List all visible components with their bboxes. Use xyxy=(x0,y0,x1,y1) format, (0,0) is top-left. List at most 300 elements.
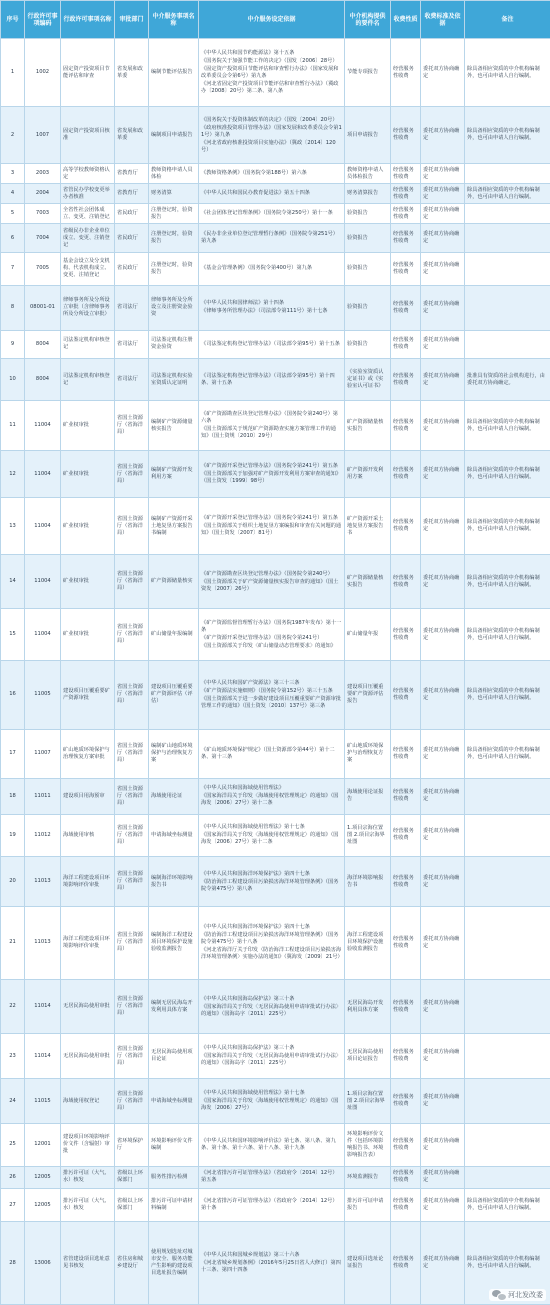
cell-no: 25 xyxy=(1,1124,25,1167)
cell-code: 12005 xyxy=(25,1189,61,1222)
basis-line: 《中华人民共和国海域使用管理法》 xyxy=(201,785,285,792)
cell-no: 20 xyxy=(1,857,25,907)
cell-remark xyxy=(465,164,550,184)
basis-line: 《国土资源部关于规范矿产资源勘查实施方案管理工作的通知》（国土资规〔2010〕29号） xyxy=(201,426,336,440)
basis-line: 《河北省排污许可证管理办法》（省政府令〔2014〕12号）第五条 xyxy=(201,1170,338,1184)
cell-fee-type: 经营服务性收费 xyxy=(391,980,421,1034)
cell-no: 16 xyxy=(1,661,25,729)
cell-dept: 省国土资源厅（省海洋局） xyxy=(115,1034,149,1079)
cell-remark xyxy=(465,779,550,814)
cell-remark: 除具备相应资质的中介机构编制外，也可由申请人自行编制。 xyxy=(465,498,550,555)
table-row xyxy=(1,330,550,358)
cell-fee-type: 经营服务性收费 xyxy=(391,1222,421,1305)
cell-fee-std: 委托双方协商确定 xyxy=(421,609,465,661)
cell-fee-std: 委托双方协商确定 xyxy=(421,1166,465,1188)
cell-fee-std: 委托双方协商确定 xyxy=(421,498,465,555)
cell-no: 22 xyxy=(1,980,25,1034)
basis-line: 《国家海洋局关于印发〈无居民海岛使用申请审批试行办法〉的通知》（国海岛字〔2011〕225号） xyxy=(201,1003,342,1017)
cell-basis xyxy=(199,164,345,184)
basis-line: 《中华人民共和国海域使用管理法》第十七条 xyxy=(201,1090,305,1097)
cell-fee-std: 委托双方协商确定 xyxy=(421,164,465,184)
cell-code: 11015 xyxy=(25,1079,61,1124)
cell-basis xyxy=(199,107,345,164)
basis-line: 《司法鉴定机构登记管理办法》（司法部令第95号）第十五条 xyxy=(201,340,340,347)
cell-dept: 省级以上环保部门 xyxy=(115,1166,149,1188)
cell-fee-type: 经营服务性收费 xyxy=(391,164,421,184)
cell-material: 矿产资源储量核实报告 xyxy=(345,554,391,608)
cell-no: 3 xyxy=(1,164,25,184)
cell-code: 7005 xyxy=(25,252,61,285)
cell-remark: 除具备相应资质的中介机构编制外，也可由申请人自行编制。 xyxy=(465,451,550,498)
header-no: 序号 xyxy=(1,1,25,39)
basis-line: 《国土资源部关于印发〈矿山储量动态管理要求〉的通知》 xyxy=(201,642,336,649)
cell-service: 司法鉴定机构注册资金验资 xyxy=(149,330,199,358)
cell-fee-type: 经营服务性收费 xyxy=(391,1124,421,1167)
cell-basis xyxy=(199,39,345,107)
cell-service: 注册登记时，验资报告 xyxy=(149,204,199,224)
cell-service: 司法鉴定机构实验室资质认定证明 xyxy=(149,358,199,401)
table-body xyxy=(1,39,550,1305)
cell-material: 1.项目宗海位置图 2.项目宗海界址图 xyxy=(345,1079,391,1124)
cell-remark xyxy=(465,1079,550,1124)
cell-no: 24 xyxy=(1,1079,25,1124)
table-row xyxy=(1,164,550,184)
table-row xyxy=(1,39,550,107)
cell-service: 编制节能评估报告 xyxy=(149,39,199,107)
cell-fee-type: 经营服务性收费 xyxy=(391,814,421,857)
cell-fee-std: 委托双方协商确定 xyxy=(421,1079,465,1124)
cell-service: 财务清算 xyxy=(149,184,199,204)
cell-fee-std: 委托双方协商确定 xyxy=(421,224,465,252)
cell-dept: 省司法厅 xyxy=(115,285,149,330)
cell-material: 排污许可证申请报告 xyxy=(345,1189,391,1222)
cell-material: 验资报告 xyxy=(345,224,391,252)
cell-basis xyxy=(199,1034,345,1079)
cell-basis xyxy=(199,1189,345,1222)
basis-line: 《矿产资源勘查区块登记管理办法》（国务院令第240号）第六条 xyxy=(201,411,338,425)
cell-dept: 省司法厅 xyxy=(115,330,149,358)
cell-service: 申请海域坐标测量 xyxy=(149,1079,199,1124)
cell-code: 11004 xyxy=(25,498,61,555)
basis-line: 《中华人民共和国海洋环境保护法》第四十七条 xyxy=(201,924,310,931)
header-row xyxy=(1,1,550,39)
cell-remark xyxy=(465,980,550,1034)
cell-material: 矿产资源开采土地复垦方案报告书 xyxy=(345,498,391,555)
cell-no: 1 xyxy=(1,39,25,107)
cell-code: 8004 xyxy=(25,358,61,401)
cell-dept: 省民政厅 xyxy=(115,204,149,224)
cell-fee-std: 委托双方协商确定 xyxy=(421,779,465,814)
basis-line: 《中华人民共和国海域使用管理法》第十七条 xyxy=(201,824,305,831)
wechat-icon xyxy=(492,1290,505,1300)
cell-material: 环境监测报告 xyxy=(345,1166,391,1188)
cell-fee-type: 经营服务性收费 xyxy=(391,107,421,164)
cell-fee-std: 委托双方协商确定 xyxy=(421,285,465,330)
cell-no: 6 xyxy=(1,224,25,252)
cell-no: 18 xyxy=(1,779,25,814)
table-row xyxy=(1,661,550,729)
cell-fee-type: 经营服务性收费 xyxy=(391,779,421,814)
table-row xyxy=(1,554,550,608)
cell-code: 11013 xyxy=(25,906,61,979)
table-row xyxy=(1,107,550,164)
cell-fee-type: 经营服务性收费 xyxy=(391,401,421,451)
cell-fee-std: 委托双方协商确定 xyxy=(421,184,465,204)
basis-line: 《河北省固定资产投资项目节能评估和审查暂行办法》（冀政办〔2008〕20号）第二条、第八条 xyxy=(201,81,339,95)
cell-fee-type: 经营服务性收费 xyxy=(391,1189,421,1222)
cell-fee-std: 委托双方协商确定 xyxy=(421,39,465,107)
cell-no: 9 xyxy=(1,330,25,358)
cell-fee-type: 经营服务性收费 xyxy=(391,330,421,358)
header-dept: 审批部门 xyxy=(115,1,149,39)
cell-code: 11007 xyxy=(25,729,61,779)
cell-no: 14 xyxy=(1,554,25,608)
cell-no: 13 xyxy=(1,498,25,555)
cell-name: 矿业权审批 xyxy=(61,401,115,451)
cell-code: 11004 xyxy=(25,554,61,608)
basis-line: 《河北省海洋厅关于印发〈防治海洋工程建设项目污染损害海洋环境管理条例〉实施办法的通知》（冀海发〔2009〕21号） xyxy=(201,947,343,961)
cell-material: 验资报告 xyxy=(345,330,391,358)
table-row xyxy=(1,1034,550,1079)
cell-basis xyxy=(199,184,345,204)
header-fee-type: 收费性质 xyxy=(391,1,421,39)
cell-remark: 除具备相应资质的中介机构编制外，也可由申请人自行编制。 xyxy=(465,401,550,451)
cell-no: 28 xyxy=(1,1222,25,1305)
cell-code: 11011 xyxy=(25,779,61,814)
cell-remark xyxy=(465,204,550,224)
header-remark: 备注 xyxy=(465,1,550,39)
table-row xyxy=(1,814,550,857)
table-row xyxy=(1,1166,550,1188)
cell-name: 海洋工程建设项目环境影响评价审批 xyxy=(61,857,115,907)
cell-name: 省管建设项目选址意见书核发 xyxy=(61,1222,115,1305)
basis-line: 《中华人民共和国环境影响评价法》第七条、第八条、第九条、第十条、第十六条、第十八条、第十九条 xyxy=(201,1137,336,1151)
cell-name: 矿业权审批 xyxy=(61,609,115,661)
cell-fee-type: 经营服务性收费 xyxy=(391,285,421,330)
cell-material: 海域使用论证报告 xyxy=(345,779,391,814)
cell-service: 矿山储量年报编制 xyxy=(149,609,199,661)
cell-fee-type: 经营服务性收费 xyxy=(391,498,421,555)
cell-service: 环境影响评价文件编制 xyxy=(149,1124,199,1167)
cell-name: 省级民办非企业单位成立、变更、注销登记 xyxy=(61,224,115,252)
cell-dept: 省国土资源厅（省海洋局） xyxy=(115,554,149,608)
cell-service: 申请海域坐标测量 xyxy=(149,814,199,857)
cell-basis xyxy=(199,857,345,907)
cell-code: 11004 xyxy=(25,451,61,498)
cell-dept: 省国土资源厅（省海洋局） xyxy=(115,814,149,857)
cell-name: 无居民海岛使用审批 xyxy=(61,1034,115,1079)
cell-name: 矿业权审批 xyxy=(61,554,115,608)
cell-service: 注册登记时，验资报告 xyxy=(149,224,199,252)
cell-remark xyxy=(465,330,550,358)
table-row xyxy=(1,1124,550,1167)
cell-material: 验资报告 xyxy=(345,204,391,224)
cell-dept: 省级以上环保部门 xyxy=(115,1189,149,1222)
cell-service: 海域使用论证 xyxy=(149,779,199,814)
cell-basis xyxy=(199,358,345,401)
header-name: 行政许可事项名称 xyxy=(61,1,115,39)
cell-dept: 省发展和改革委 xyxy=(115,39,149,107)
watermark-label: 河北发改委 xyxy=(508,1291,543,1299)
cell-dept: 省环境保护厅 xyxy=(115,1124,149,1167)
basis-line: 《政府核准投资项目管理办法》（国家发展和改革委员会令第11号）第九条 xyxy=(201,124,342,138)
cell-name: 排污许可证（大气、水）核发 xyxy=(61,1189,115,1222)
cell-name: 矿山地质环境保护与治理恢复方案审批 xyxy=(61,729,115,779)
table-row xyxy=(1,609,550,661)
cell-basis xyxy=(199,1222,345,1305)
cell-dept: 省司法厅 xyxy=(115,358,149,401)
cell-name: 省管民办学校变更举办者核准 xyxy=(61,184,115,204)
basis-line: 《矿产资源法实施细则》（国务院令第152号）第三十五条 xyxy=(201,687,333,694)
cell-remark: 除具备相应资质的中介机构编制外，也可由申请人自行编制。 xyxy=(465,184,550,204)
cell-service: 律师事务所及分所设立及注册资金验资 xyxy=(149,285,199,330)
cell-remark xyxy=(465,1034,550,1079)
cell-code: 11013 xyxy=(25,857,61,907)
basis-line: 《矿产资源勘查区块登记管理办法》（国务院令第240号） xyxy=(201,570,333,577)
cell-dept: 省国土资源厅（省海洋局） xyxy=(115,1079,149,1124)
cell-name: 司法鉴定机构审核登记 xyxy=(61,358,115,401)
cell-fee-std: 委托双方协商确定 xyxy=(421,330,465,358)
cell-code: 11012 xyxy=(25,814,61,857)
cell-service: 编制海洋工程建设项目环境保护设施验收监测报告 xyxy=(149,906,199,979)
basis-line: 《河北省政府核准投资项目实施办法》（冀政〔2014〕120号） xyxy=(201,139,336,153)
table-row xyxy=(1,184,550,204)
cell-no: 26 xyxy=(1,1166,25,1188)
cell-code: 11004 xyxy=(25,401,61,451)
cell-fee-std: 委托双方协商确定 xyxy=(421,107,465,164)
cell-no: 10 xyxy=(1,358,25,401)
cell-material: 项目申请报告 xyxy=(345,107,391,164)
cell-no: 5 xyxy=(1,204,25,224)
cell-code: 7003 xyxy=(25,204,61,224)
cell-name: 全省性社会团体成立、变更、注销登记 xyxy=(61,204,115,224)
cell-service: 使用规划选址对城市安全、服务功能产生影响的建设项目选址报告编制 xyxy=(149,1222,199,1305)
basis-line: 《教师资格条例》（国务院令第188号）第六条 xyxy=(201,170,307,177)
cell-remark: 除具备相应资质的中介机构编制外，也可由申请人自行编制。 xyxy=(465,1222,550,1305)
cell-remark xyxy=(465,1166,550,1188)
table-row xyxy=(1,285,550,330)
cell-material: 验资报告 xyxy=(345,252,391,285)
table-row xyxy=(1,204,550,224)
cell-name: 建设项目压覆重要矿产资源审批 xyxy=(61,661,115,729)
cell-code: 7004 xyxy=(25,224,61,252)
cell-basis xyxy=(199,779,345,814)
source-watermark xyxy=(489,1289,546,1301)
cell-service: 编制海洋环境影响报告书 xyxy=(149,857,199,907)
cell-name: 固定资产投资项目核准 xyxy=(61,107,115,164)
basis-line: 《矿产资源监督管理暂行办法》（国务院1987年发布）第十一条 xyxy=(201,619,342,633)
cell-service: 排污许可证申请材料编制 xyxy=(149,1189,199,1222)
basis-line: 《中华人民共和国海岛保护法》第三十条 xyxy=(201,995,295,1002)
cell-code: 2004 xyxy=(25,184,61,204)
basis-line: 《社会团体登记管理条例》（国务院令第250号）第十一条 xyxy=(201,210,333,217)
cell-basis xyxy=(199,661,345,729)
cell-basis xyxy=(199,1124,345,1167)
cell-no: 17 xyxy=(1,729,25,779)
cell-fee-std: 委托双方协商确定 xyxy=(421,857,465,907)
cell-code: 11005 xyxy=(25,661,61,729)
table-row xyxy=(1,401,550,451)
cell-remark: 除具备相应资质的中介机构编制外，也可由申请人自行编制。 xyxy=(465,554,550,608)
basis-line: 《民办非企业单位登记管理暂行条例》（国务院令第251号）第九条 xyxy=(201,231,338,244)
cell-material: 1.项目宗海位置图 2.项目宗海界址图 xyxy=(345,814,391,857)
cell-service: 编制无居民海岛开发利用具体方案 xyxy=(149,980,199,1034)
cell-material: 矿山地质环境保护与治理恢复方案 xyxy=(345,729,391,779)
cell-no: 15 xyxy=(1,609,25,661)
cell-fee-type: 经营服务性收费 xyxy=(391,906,421,979)
cell-code: 13006 xyxy=(25,1222,61,1305)
basis-line: 《中华人民共和国城乡规划法》第三十六条 xyxy=(201,1252,300,1259)
cell-basis xyxy=(199,729,345,779)
basis-line: 《中华人民共和国节约能源法》第十五条 xyxy=(201,50,295,57)
cell-remark xyxy=(465,814,550,857)
cell-remark: 除具备相应资质的中介机构编制外，也可由申请人自行编制。 xyxy=(465,107,550,164)
cell-fee-std: 委托双方协商确定 xyxy=(421,204,465,224)
basis-line: 《中华人民共和国律师法》第十四条 xyxy=(201,300,285,307)
basis-line: 《国务院关于投资体制改革的决定》（国发〔2004〕20号） xyxy=(201,116,338,123)
cell-name: 排污许可证（大气、水）核发 xyxy=(61,1166,115,1188)
cell-remark: 除具备相应资质的中介机构编制外，也可由申请人自行编制。 xyxy=(465,729,550,779)
basis-line: 《司法鉴定机构登记管理办法》（司法部令第95号）第十四条、第十五条 xyxy=(201,372,335,386)
cell-material: 无居民海岛开发利用具体方案 xyxy=(345,980,391,1034)
cell-remark: 除具备相应资质的中介机构编制外，也可由申请人自行编制。 xyxy=(465,39,550,107)
cell-service: 编制矿山地质环境保护与治理恢复方案 xyxy=(149,729,199,779)
cell-basis xyxy=(199,401,345,451)
cell-dept: 省国土资源厅（省海洋局） xyxy=(115,451,149,498)
cell-remark: 除具备相应资质的中介机构编制外，也可由申请人自行编制。 xyxy=(465,1189,550,1222)
cell-code: 1007 xyxy=(25,107,61,164)
cell-material: 矿山储量年报 xyxy=(345,609,391,661)
cell-basis xyxy=(199,498,345,555)
basis-line: 《河北省城乡规划条例》（2016年5月25日省人大修订）第四十三条、第四十四条 xyxy=(201,1260,341,1274)
cell-basis xyxy=(199,204,345,224)
cell-fee-type: 经营服务性收费 xyxy=(391,1166,421,1188)
cell-no: 19 xyxy=(1,814,25,857)
cell-basis xyxy=(199,980,345,1034)
cell-material: 财务清算报告 xyxy=(345,184,391,204)
cell-remark xyxy=(465,906,550,979)
table-row xyxy=(1,1222,550,1305)
cell-remark: 批准具有资质的社会机构进行，由委托双方协商确定。 xyxy=(465,358,550,401)
cell-service: 服务性排污检测 xyxy=(149,1166,199,1188)
table-row xyxy=(1,980,550,1034)
cell-dept: 省国土资源厅（省海洋局） xyxy=(115,980,149,1034)
cell-fee-std: 委托双方协商确定 xyxy=(421,252,465,285)
cell-remark: 除具备相应资质的中介机构编制外，也可由申请人自行编制。 xyxy=(465,609,550,661)
cell-fee-type: 经营服务性收费 xyxy=(391,1034,421,1079)
cell-fee-type: 经营服务性收费 xyxy=(391,252,421,285)
cell-code: 8004 xyxy=(25,330,61,358)
cell-fee-std: 委托双方协商确定 xyxy=(421,1189,465,1222)
cell-dept: 省住房和城乡建设厅 xyxy=(115,1222,149,1305)
cell-fee-type: 经营服务性收费 xyxy=(391,184,421,204)
cell-material: 教师资格申请人员体检报告 xyxy=(345,164,391,184)
cell-material: 海洋工程建设项目环境保护设施验收监测报告 xyxy=(345,906,391,979)
cell-no: 7 xyxy=(1,252,25,285)
basis-line: 《防治海洋工程建设项目污染损害海洋环境管理条例》（国务院令第475号）第十八条 xyxy=(201,932,339,946)
cell-fee-type: 经营服务性收费 xyxy=(391,609,421,661)
basis-line: 《基金会管理条例》（国务院令第400号）第九条 xyxy=(201,265,313,272)
cell-fee-type: 经营服务性收费 xyxy=(391,857,421,907)
cell-material: 《实验室资质认定证书》或《实验室认可证书》 xyxy=(345,358,391,401)
basis-line: 《矿产资源开采登记管理办法》（国务院令第241号）第五条 xyxy=(201,515,338,522)
cell-fee-std: 委托双方协商确定 xyxy=(421,451,465,498)
basis-line: 《国务院关于加强节能工作的决定》（国发〔2006〕28号） xyxy=(201,58,338,65)
header-code: 行政许可事项编码 xyxy=(25,1,61,39)
cell-fee-std: 委托双方协商确定 xyxy=(421,1034,465,1079)
table-row xyxy=(1,779,550,814)
basis-line: 《河北省排污许可证管理办法》（省政府令〔2014〕12号）第十条 xyxy=(201,1198,338,1212)
cell-no: 12 xyxy=(1,451,25,498)
cell-name: 律师事务所及分所设立审批（含律师事务所及分所设立审批） xyxy=(61,285,115,330)
cell-fee-std: 委托双方协商确定 xyxy=(421,554,465,608)
cell-no: 4 xyxy=(1,184,25,204)
basis-line: 《防治海洋工程建设项目污染损害海洋环境管理条例》（国务院令第475号）第八条 xyxy=(201,878,339,892)
cell-material: 矿产资源开发利用方案 xyxy=(345,451,391,498)
cell-basis xyxy=(199,252,345,285)
cell-dept: 省发展和改革委 xyxy=(115,107,149,164)
basis-line: 《国土资源部关于加强对矿产资源开发利用方案审查的通知》（国土资发〔1999〕98号） xyxy=(201,471,342,485)
cell-name: 建设项目环境影响评价文件（含辐射）审批 xyxy=(61,1124,115,1167)
table-header xyxy=(1,1,550,39)
cell-basis xyxy=(199,1079,345,1124)
cell-fee-type: 经营服务性收费 xyxy=(391,451,421,498)
basis-line: 《国土资源部关于组织土地复垦方案编报和审查有关问题的通知》（国土资发〔2007〕81号） xyxy=(201,523,342,537)
cell-fee-type: 经营服务性收费 xyxy=(391,729,421,779)
cell-code: 2003 xyxy=(25,164,61,184)
basis-line: 《国家海洋局关于印发〈海域使用权管理规定〉的通知》（国海发〔2006〕27号）第十二条 xyxy=(201,832,339,846)
cell-dept: 省民政厅 xyxy=(115,224,149,252)
cell-name: 无居民海岛使用审批 xyxy=(61,980,115,1034)
table-row xyxy=(1,1079,550,1124)
cell-service: 编制矿产资源储量核实报告 xyxy=(149,401,199,451)
cell-code: 11014 xyxy=(25,1034,61,1079)
cell-fee-std: 委托双方协商确定 xyxy=(421,980,465,1034)
cell-code: 11014 xyxy=(25,980,61,1034)
table-row xyxy=(1,451,550,498)
basis-line: 《中华人民共和国海洋环境保护法》第四十七条 xyxy=(201,870,310,877)
cell-no: 2 xyxy=(1,107,25,164)
cell-no: 11 xyxy=(1,401,25,451)
cell-remark xyxy=(465,857,550,907)
basis-line: 《中华人民共和国民办教育促进法》第五十四条 xyxy=(201,190,310,197)
cell-service: 编制矿产资源开发利用方案 xyxy=(149,451,199,498)
basis-line: 《矿山地质环境保护规定》（国土资源部令第44号）第十二条、第十三条 xyxy=(201,746,335,760)
table-row xyxy=(1,906,550,979)
cell-fee-type: 经营服务性收费 xyxy=(391,39,421,107)
basis-line: 《固定资产投资项目节能评估和审查暂行办法》（国家发展和改革委员会令第6号）第九条 xyxy=(201,66,339,80)
cell-no: 8 xyxy=(1,285,25,330)
table-row xyxy=(1,498,550,555)
header-material: 中介机构提供的要件名 xyxy=(345,1,391,39)
cell-name: 司法鉴定机构审核登记 xyxy=(61,330,115,358)
cell-name: 海域使用审核 xyxy=(61,814,115,857)
cell-material: 海洋环境影响报告书 xyxy=(345,857,391,907)
cell-name: 海洋工程建设项目环境影响评价审批 xyxy=(61,906,115,979)
table-row xyxy=(1,857,550,907)
cell-fee-std: 委托双方协商确定 xyxy=(421,906,465,979)
header-service: 中介服务事项名称 xyxy=(149,1,199,39)
cell-remark xyxy=(465,285,550,330)
header-basis: 中介服务设定依据 xyxy=(199,1,345,39)
cell-name: 固定资产投资项目节能评估和审查 xyxy=(61,39,115,107)
cell-material: 无居民海岛使用项目论证报告 xyxy=(345,1034,391,1079)
basis-line: 《国家海洋局关于印发〈无居民海岛使用申请审批试行办法〉的通知》（国海岛字〔2011〕225号） xyxy=(201,1053,342,1067)
cell-name: 矿业权审批 xyxy=(61,498,115,555)
cell-material: 建设项目压覆重要矿产资源评估报告 xyxy=(345,661,391,729)
cell-code: 11004 xyxy=(25,609,61,661)
cell-code: 1002 xyxy=(25,39,61,107)
